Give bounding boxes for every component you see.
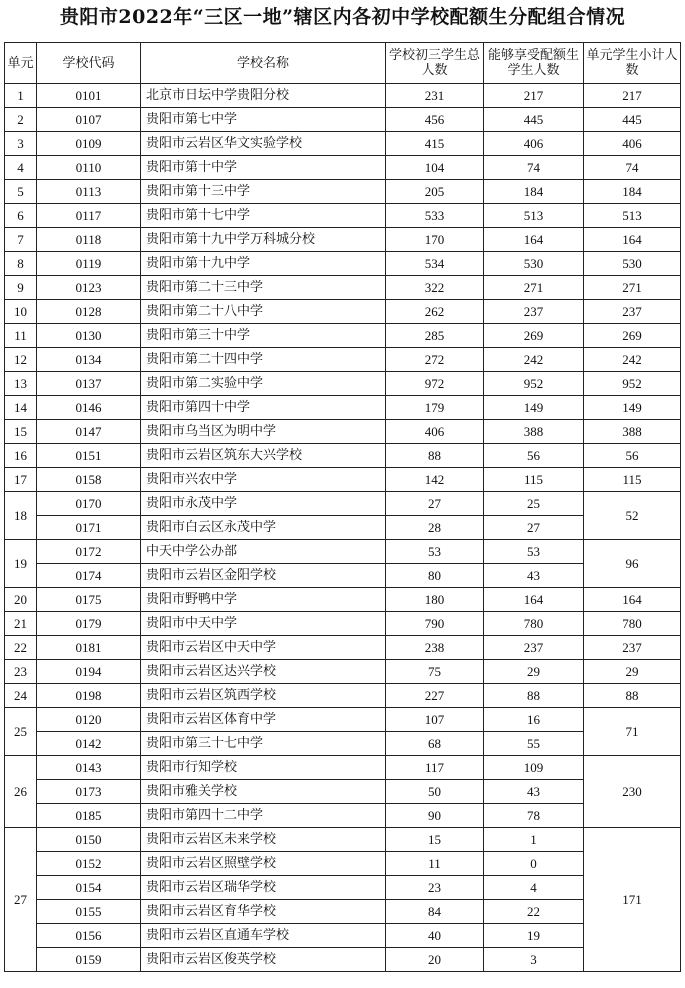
unit-number-cell: 16 <box>5 444 37 468</box>
school-name-cell: 贵阳市雅关学校 <box>141 780 386 804</box>
unit-number-cell: 5 <box>5 180 37 204</box>
total-students-cell: 80 <box>386 564 484 588</box>
total-students-cell: 322 <box>386 276 484 300</box>
unit-number-cell: 26 <box>5 756 37 828</box>
school-code-cell: 0142 <box>37 732 141 756</box>
eligible-students-cell: 74 <box>484 156 584 180</box>
school-code-cell: 0173 <box>37 780 141 804</box>
unit-number-cell: 19 <box>5 540 37 588</box>
school-code-cell: 0194 <box>37 660 141 684</box>
school-code-cell: 0158 <box>37 468 141 492</box>
unit-number-cell: 14 <box>5 396 37 420</box>
table-row <box>5 372 681 396</box>
total-students-cell: 415 <box>386 132 484 156</box>
total-students-cell: 285 <box>386 324 484 348</box>
total-students-cell: 40 <box>386 924 484 948</box>
unit-subtotal-cell: 96 <box>584 540 681 588</box>
eligible-students-cell: 43 <box>484 780 584 804</box>
school-code-cell: 0159 <box>37 948 141 972</box>
school-code-cell: 0128 <box>37 300 141 324</box>
school-name-cell: 贵阳市野鸭中学 <box>141 588 386 612</box>
unit-number-cell: 3 <box>5 132 37 156</box>
total-students-cell: 179 <box>386 396 484 420</box>
eligible-students-cell: 164 <box>484 588 584 612</box>
total-students-cell: 142 <box>386 468 484 492</box>
school-code-cell: 0101 <box>37 84 141 108</box>
eligible-students-cell: 109 <box>484 756 584 780</box>
table-row <box>5 564 681 588</box>
unit-number-cell: 23 <box>5 660 37 684</box>
school-name-cell: 贵阳市第二实验中学 <box>141 372 386 396</box>
table-row <box>5 708 681 732</box>
eligible-students-cell: 4 <box>484 876 584 900</box>
total-students-cell: 84 <box>386 900 484 924</box>
eligible-students-cell: 952 <box>484 372 584 396</box>
total-students-cell: 75 <box>386 660 484 684</box>
total-students-cell: 68 <box>386 732 484 756</box>
unit-number-cell: 24 <box>5 684 37 708</box>
total-students-cell: 20 <box>386 948 484 972</box>
total-students-cell: 272 <box>386 348 484 372</box>
eligible-students-cell: 0 <box>484 852 584 876</box>
unit-number-cell: 25 <box>5 708 37 756</box>
unit-subtotal-cell: 388 <box>584 420 681 444</box>
table-row <box>5 900 681 924</box>
table-row <box>5 636 681 660</box>
school-name-cell: 贵阳市第三十中学 <box>141 324 386 348</box>
school-code-cell: 0179 <box>37 612 141 636</box>
total-students-cell: 50 <box>386 780 484 804</box>
school-code-cell: 0119 <box>37 252 141 276</box>
total-students-cell: 117 <box>386 756 484 780</box>
table-row <box>5 732 681 756</box>
table-row <box>5 348 681 372</box>
table-row <box>5 180 681 204</box>
table-row <box>5 156 681 180</box>
school-name-cell: 贵阳市第七中学 <box>141 108 386 132</box>
unit-subtotal-cell: 237 <box>584 636 681 660</box>
school-name-cell: 贵阳市乌当区为明中学 <box>141 420 386 444</box>
table-row <box>5 84 681 108</box>
unit-number-cell: 27 <box>5 828 37 972</box>
table-row <box>5 132 681 156</box>
school-name-cell: 贵阳市第十三中学 <box>141 180 386 204</box>
unit-number-cell: 21 <box>5 612 37 636</box>
unit-subtotal-cell: 271 <box>584 276 681 300</box>
eligible-students-cell: 16 <box>484 708 584 732</box>
school-name-cell: 贵阳市第二十八中学 <box>141 300 386 324</box>
school-name-cell: 贵阳市云岩区俊英学校 <box>141 948 386 972</box>
total-students-cell: 790 <box>386 612 484 636</box>
school-code-cell: 0151 <box>37 444 141 468</box>
table-body <box>5 84 681 972</box>
header-eligible: 能够享受配额生学生人数 <box>484 43 584 84</box>
table-row <box>5 660 681 684</box>
eligible-students-cell: 25 <box>484 492 584 516</box>
unit-subtotal-cell: 230 <box>584 756 681 828</box>
school-name-cell: 贵阳市云岩区中天中学 <box>141 636 386 660</box>
school-code-cell: 0175 <box>37 588 141 612</box>
eligible-students-cell: 242 <box>484 348 584 372</box>
table-row <box>5 252 681 276</box>
school-code-cell: 0156 <box>37 924 141 948</box>
table-row <box>5 852 681 876</box>
school-code-cell: 0120 <box>37 708 141 732</box>
unit-subtotal-cell: 164 <box>584 228 681 252</box>
school-name-cell: 贵阳市兴农中学 <box>141 468 386 492</box>
unit-subtotal-cell: 217 <box>584 84 681 108</box>
table-row <box>5 540 681 564</box>
total-students-cell: 533 <box>386 204 484 228</box>
unit-subtotal-cell: 164 <box>584 588 681 612</box>
unit-number-cell: 15 <box>5 420 37 444</box>
school-code-cell: 0134 <box>37 348 141 372</box>
table-row <box>5 924 681 948</box>
page-title: 贵阳市2022年“三区一地”辖区内各初中学校配额生分配组合情况 <box>59 6 626 28</box>
school-code-cell: 0117 <box>37 204 141 228</box>
school-code-cell: 0185 <box>37 804 141 828</box>
unit-subtotal-cell: 242 <box>584 348 681 372</box>
school-name-cell: 贵阳市云岩区筑西学校 <box>141 684 386 708</box>
eligible-students-cell: 237 <box>484 300 584 324</box>
total-students-cell: 170 <box>386 228 484 252</box>
unit-number-cell: 20 <box>5 588 37 612</box>
unit-number-cell: 2 <box>5 108 37 132</box>
unit-number-cell: 1 <box>5 84 37 108</box>
school-code-cell: 0130 <box>37 324 141 348</box>
school-code-cell: 0118 <box>37 228 141 252</box>
table-row <box>5 324 681 348</box>
eligible-students-cell: 55 <box>484 732 584 756</box>
school-name-cell: 贵阳市云岩区体育中学 <box>141 708 386 732</box>
total-students-cell: 180 <box>386 588 484 612</box>
total-students-cell: 104 <box>386 156 484 180</box>
table-row <box>5 108 681 132</box>
unit-number-cell: 13 <box>5 372 37 396</box>
eligible-students-cell: 406 <box>484 132 584 156</box>
total-students-cell: 27 <box>386 492 484 516</box>
school-name-cell: 贵阳市云岩区育华学校 <box>141 900 386 924</box>
school-code-cell: 0143 <box>37 756 141 780</box>
eligible-students-cell: 217 <box>484 84 584 108</box>
table-row <box>5 588 681 612</box>
table-header-row <box>5 43 681 84</box>
school-name-cell: 北京市日坛中学贵阳分校 <box>141 84 386 108</box>
unit-number-cell: 10 <box>5 300 37 324</box>
eligible-students-cell: 78 <box>484 804 584 828</box>
eligible-students-cell: 513 <box>484 204 584 228</box>
school-code-cell: 0174 <box>37 564 141 588</box>
school-name-cell: 贵阳市第十九中学 <box>141 252 386 276</box>
header-unit: 单元 <box>5 43 37 84</box>
unit-number-cell: 8 <box>5 252 37 276</box>
total-students-cell: 205 <box>386 180 484 204</box>
unit-number-cell: 12 <box>5 348 37 372</box>
school-code-cell: 0146 <box>37 396 141 420</box>
table-row <box>5 276 681 300</box>
eligible-students-cell: 164 <box>484 228 584 252</box>
eligible-students-cell: 184 <box>484 180 584 204</box>
header-name: 学校名称 <box>141 43 386 84</box>
eligible-students-cell: 269 <box>484 324 584 348</box>
school-name-cell: 贵阳市永茂中学 <box>141 492 386 516</box>
header-total: 学校初三学生总人数 <box>386 43 484 84</box>
school-name-cell: 贵阳市云岩区瑞华学校 <box>141 876 386 900</box>
eligible-students-cell: 22 <box>484 900 584 924</box>
total-students-cell: 28 <box>386 516 484 540</box>
school-code-cell: 0147 <box>37 420 141 444</box>
unit-subtotal-cell: 184 <box>584 180 681 204</box>
unit-subtotal-cell: 171 <box>584 828 681 972</box>
unit-number-cell: 17 <box>5 468 37 492</box>
total-students-cell: 262 <box>386 300 484 324</box>
eligible-students-cell: 43 <box>484 564 584 588</box>
table-row <box>5 204 681 228</box>
school-code-cell: 0181 <box>37 636 141 660</box>
eligible-students-cell: 27 <box>484 516 584 540</box>
table-row <box>5 876 681 900</box>
unit-subtotal-cell: 237 <box>584 300 681 324</box>
total-students-cell: 238 <box>386 636 484 660</box>
table-row <box>5 396 681 420</box>
total-students-cell: 406 <box>386 420 484 444</box>
school-code-cell: 0154 <box>37 876 141 900</box>
header-subtotal: 单元学生小计人数 <box>584 43 681 84</box>
unit-subtotal-cell: 71 <box>584 708 681 756</box>
school-name-cell: 贵阳市第二十三中学 <box>141 276 386 300</box>
school-code-cell: 0137 <box>37 372 141 396</box>
unit-subtotal-cell: 115 <box>584 468 681 492</box>
total-students-cell: 23 <box>386 876 484 900</box>
unit-subtotal-cell: 52 <box>584 492 681 540</box>
school-name-cell: 贵阳市行知学校 <box>141 756 386 780</box>
eligible-students-cell: 530 <box>484 252 584 276</box>
total-students-cell: 90 <box>386 804 484 828</box>
school-name-cell: 贵阳市中天中学 <box>141 612 386 636</box>
school-code-cell: 0172 <box>37 540 141 564</box>
school-name-cell: 贵阳市第十中学 <box>141 156 386 180</box>
unit-subtotal-cell: 406 <box>584 132 681 156</box>
eligible-students-cell: 1 <box>484 828 584 852</box>
table-row <box>5 228 681 252</box>
table-row <box>5 516 681 540</box>
school-code-cell: 0198 <box>37 684 141 708</box>
total-students-cell: 15 <box>386 828 484 852</box>
school-name-cell: 中天中学公办部 <box>141 540 386 564</box>
unit-subtotal-cell: 445 <box>584 108 681 132</box>
unit-subtotal-cell: 513 <box>584 204 681 228</box>
eligible-students-cell: 271 <box>484 276 584 300</box>
unit-number-cell: 9 <box>5 276 37 300</box>
unit-subtotal-cell: 149 <box>584 396 681 420</box>
table-row <box>5 492 681 516</box>
school-name-cell: 贵阳市云岩区照壁学校 <box>141 852 386 876</box>
school-code-cell: 0171 <box>37 516 141 540</box>
school-name-cell: 贵阳市第三十七中学 <box>141 732 386 756</box>
school-name-cell: 贵阳市第四十中学 <box>141 396 386 420</box>
total-students-cell: 231 <box>386 84 484 108</box>
unit-subtotal-cell: 780 <box>584 612 681 636</box>
eligible-students-cell: 53 <box>484 540 584 564</box>
eligible-students-cell: 19 <box>484 924 584 948</box>
eligible-students-cell: 237 <box>484 636 584 660</box>
total-students-cell: 534 <box>386 252 484 276</box>
eligible-students-cell: 56 <box>484 444 584 468</box>
table-row <box>5 948 681 972</box>
eligible-students-cell: 29 <box>484 660 584 684</box>
unit-number-cell: 4 <box>5 156 37 180</box>
total-students-cell: 53 <box>386 540 484 564</box>
unit-subtotal-cell: 88 <box>584 684 681 708</box>
school-name-cell: 贵阳市第十九中学万科城分校 <box>141 228 386 252</box>
unit-number-cell: 11 <box>5 324 37 348</box>
school-name-cell: 贵阳市云岩区未来学校 <box>141 828 386 852</box>
unit-number-cell: 7 <box>5 228 37 252</box>
school-code-cell: 0155 <box>37 900 141 924</box>
school-code-cell: 0109 <box>37 132 141 156</box>
unit-subtotal-cell: 269 <box>584 324 681 348</box>
unit-number-cell: 22 <box>5 636 37 660</box>
eligible-students-cell: 445 <box>484 108 584 132</box>
unit-subtotal-cell: 29 <box>584 660 681 684</box>
table-row <box>5 420 681 444</box>
eligible-students-cell: 88 <box>484 684 584 708</box>
table-row <box>5 612 681 636</box>
school-code-cell: 0170 <box>37 492 141 516</box>
total-students-cell: 11 <box>386 852 484 876</box>
allocation-table <box>4 42 681 972</box>
unit-subtotal-cell: 530 <box>584 252 681 276</box>
eligible-students-cell: 149 <box>484 396 584 420</box>
school-code-cell: 0150 <box>37 828 141 852</box>
school-name-cell: 贵阳市云岩区达兴学校 <box>141 660 386 684</box>
school-code-cell: 0107 <box>37 108 141 132</box>
table-row <box>5 828 681 852</box>
school-name-cell: 贵阳市云岩区金阳学校 <box>141 564 386 588</box>
school-name-cell: 贵阳市第十七中学 <box>141 204 386 228</box>
school-name-cell: 贵阳市白云区永茂中学 <box>141 516 386 540</box>
table-row <box>5 444 681 468</box>
school-code-cell: 0152 <box>37 852 141 876</box>
eligible-students-cell: 388 <box>484 420 584 444</box>
school-name-cell: 贵阳市第二十四中学 <box>141 348 386 372</box>
school-name-cell: 贵阳市云岩区筑东大兴学校 <box>141 444 386 468</box>
school-code-cell: 0110 <box>37 156 141 180</box>
total-students-cell: 972 <box>386 372 484 396</box>
school-code-cell: 0113 <box>37 180 141 204</box>
table-row <box>5 780 681 804</box>
unit-number-cell: 6 <box>5 204 37 228</box>
total-students-cell: 456 <box>386 108 484 132</box>
unit-subtotal-cell: 74 <box>584 156 681 180</box>
total-students-cell: 88 <box>386 444 484 468</box>
school-name-cell: 贵阳市云岩区直通车学校 <box>141 924 386 948</box>
eligible-students-cell: 3 <box>484 948 584 972</box>
unit-subtotal-cell: 952 <box>584 372 681 396</box>
total-students-cell: 107 <box>386 708 484 732</box>
table-row <box>5 804 681 828</box>
school-code-cell: 0123 <box>37 276 141 300</box>
school-name-cell: 贵阳市第四十二中学 <box>141 804 386 828</box>
eligible-students-cell: 115 <box>484 468 584 492</box>
eligible-students-cell: 780 <box>484 612 584 636</box>
school-name-cell: 贵阳市云岩区华文实验学校 <box>141 132 386 156</box>
table-row <box>5 756 681 780</box>
table-row <box>5 684 681 708</box>
header-code: 学校代码 <box>37 43 141 84</box>
table-row <box>5 468 681 492</box>
total-students-cell: 227 <box>386 684 484 708</box>
unit-subtotal-cell: 56 <box>584 444 681 468</box>
table-row <box>5 300 681 324</box>
unit-number-cell: 18 <box>5 492 37 540</box>
